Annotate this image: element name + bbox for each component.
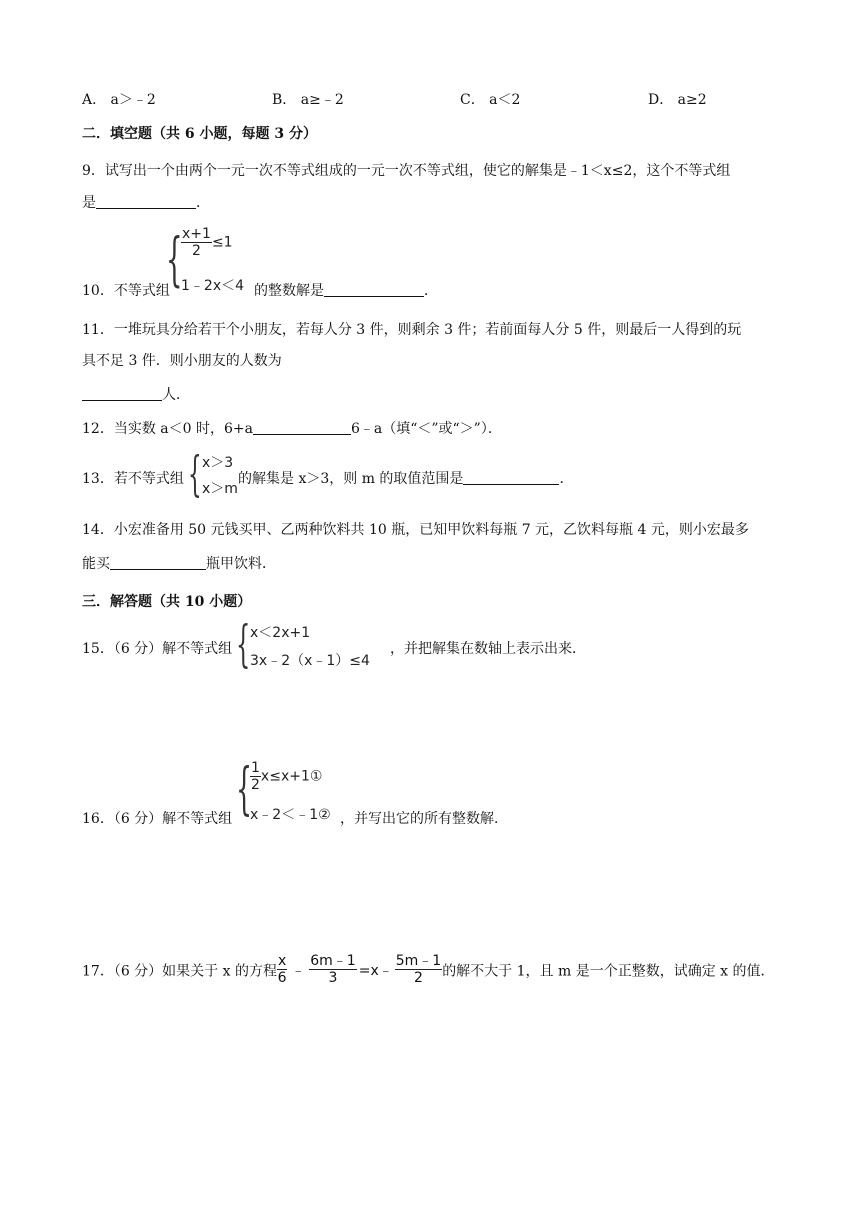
q16-fraction: $\frac{1}{2}$: [251, 760, 260, 793]
q15-brace: {: [236, 615, 251, 673]
option-a: A． a＞﹣2: [82, 92, 156, 108]
option-d: D． a≥2: [648, 92, 707, 108]
q10-ineq2: 1﹣2x＜4: [181, 278, 245, 294]
option-b: B． a≥﹣2: [272, 92, 344, 108]
q13-brace: {: [188, 446, 202, 502]
q14-answer-blank[interactable]: [110, 555, 206, 570]
q11-line1: 11．一堆玩具分给若干个小朋友，若每人分 3 件，则剩余 3 件；若前面每人分 5 件，则最后一人得到的玩: [82, 322, 742, 338]
q10-answer-blank[interactable]: [324, 282, 424, 297]
q9-answer-blank[interactable]: [96, 194, 196, 209]
q9-line1: 9．试写出一个由两个一元一次不等式组成的一元一次不等式组，使它的解集是﹣1＜x≤2，这个不等式组: [82, 163, 731, 179]
q17-equation: $\frac{x}{6}$ ﹣ $\frac{6m﹣1}{3}$ =x﹣ $\frac{5m﹣1}{2}$: [277, 953, 442, 986]
q16-brace: {: [236, 757, 253, 822]
q13-ineq1: x＞3: [202, 455, 234, 471]
q10-fraction: $\frac{x+1}{2}$: [182, 226, 211, 259]
q11-line3: 人．: [82, 384, 190, 404]
q16-ineq2: x﹣2＜﹣1②: [250, 807, 331, 823]
option-c: C． a＜2: [460, 92, 521, 108]
q13-prefix: 13．若不等式组: [82, 471, 184, 487]
q10-brace: {: [166, 225, 183, 293]
q15-ineq2: 3x﹣2（x﹣1）≤4: [250, 653, 370, 669]
section-2-title: 二．填空题（共 6 小题，每题 3 分）: [82, 126, 317, 142]
q9-line2: 是 ．: [82, 195, 210, 211]
q16-prefix: 16．（6 分）解不等式组: [82, 811, 233, 827]
q17-line: 17．（6 分）如果关于 x 的方程 $\frac{x}{6}$ ﹣ $\frac{6m﹣1}{3}$ =x﹣ $\frac{5m﹣1}{2}$ 的解不大于 1，且 m 是一个正整数，试确定 x 的值．: [82, 953, 775, 986]
q14-line2: 能买 瓶甲饮料．: [82, 556, 276, 572]
q15-suffix: ，并把解集在数轴上表示出来．: [390, 641, 586, 657]
q15-prefix: 15．（6 分）解不等式组: [82, 641, 233, 657]
q11-line2: 具不足 3 件．则小朋友的人数为: [82, 353, 282, 369]
q12-line: 12．当实数 a＜0 时，6+a 6﹣a（填“＜”或“＞”）．: [82, 421, 502, 437]
q15-ineq1: x＜2x+1: [250, 625, 311, 641]
q10-tail: 的整数解是 ．: [254, 283, 438, 299]
section-3-title: 三．解答题（共 10 小题）: [82, 594, 252, 610]
q10-prefix: 10．不等式组: [82, 283, 170, 299]
q14-line1: 14．小宏准备用 50 元钱买甲、乙两种饮料共 10 瓶，已知甲饮料每瓶 7 元，乙饮料每瓶 4 元，则小宏最多: [82, 522, 749, 538]
q16-ineq1: $\frac{1}{2}$ x≤x+1①: [251, 760, 323, 793]
q13-tail: 的解集是 x＞3，则 m 的取值范围是 ．: [238, 471, 574, 487]
q16-suffix: ，并写出它的所有整数解．: [340, 811, 508, 827]
q13-ineq2: x＞m: [202, 481, 238, 497]
q13-answer-blank[interactable]: [463, 470, 559, 485]
q11-answer-blank[interactable]: [82, 386, 162, 401]
q10-ineq1: $\frac{x+1}{2}$ ≤1: [182, 226, 233, 259]
q12-answer-blank[interactable]: [253, 420, 351, 435]
